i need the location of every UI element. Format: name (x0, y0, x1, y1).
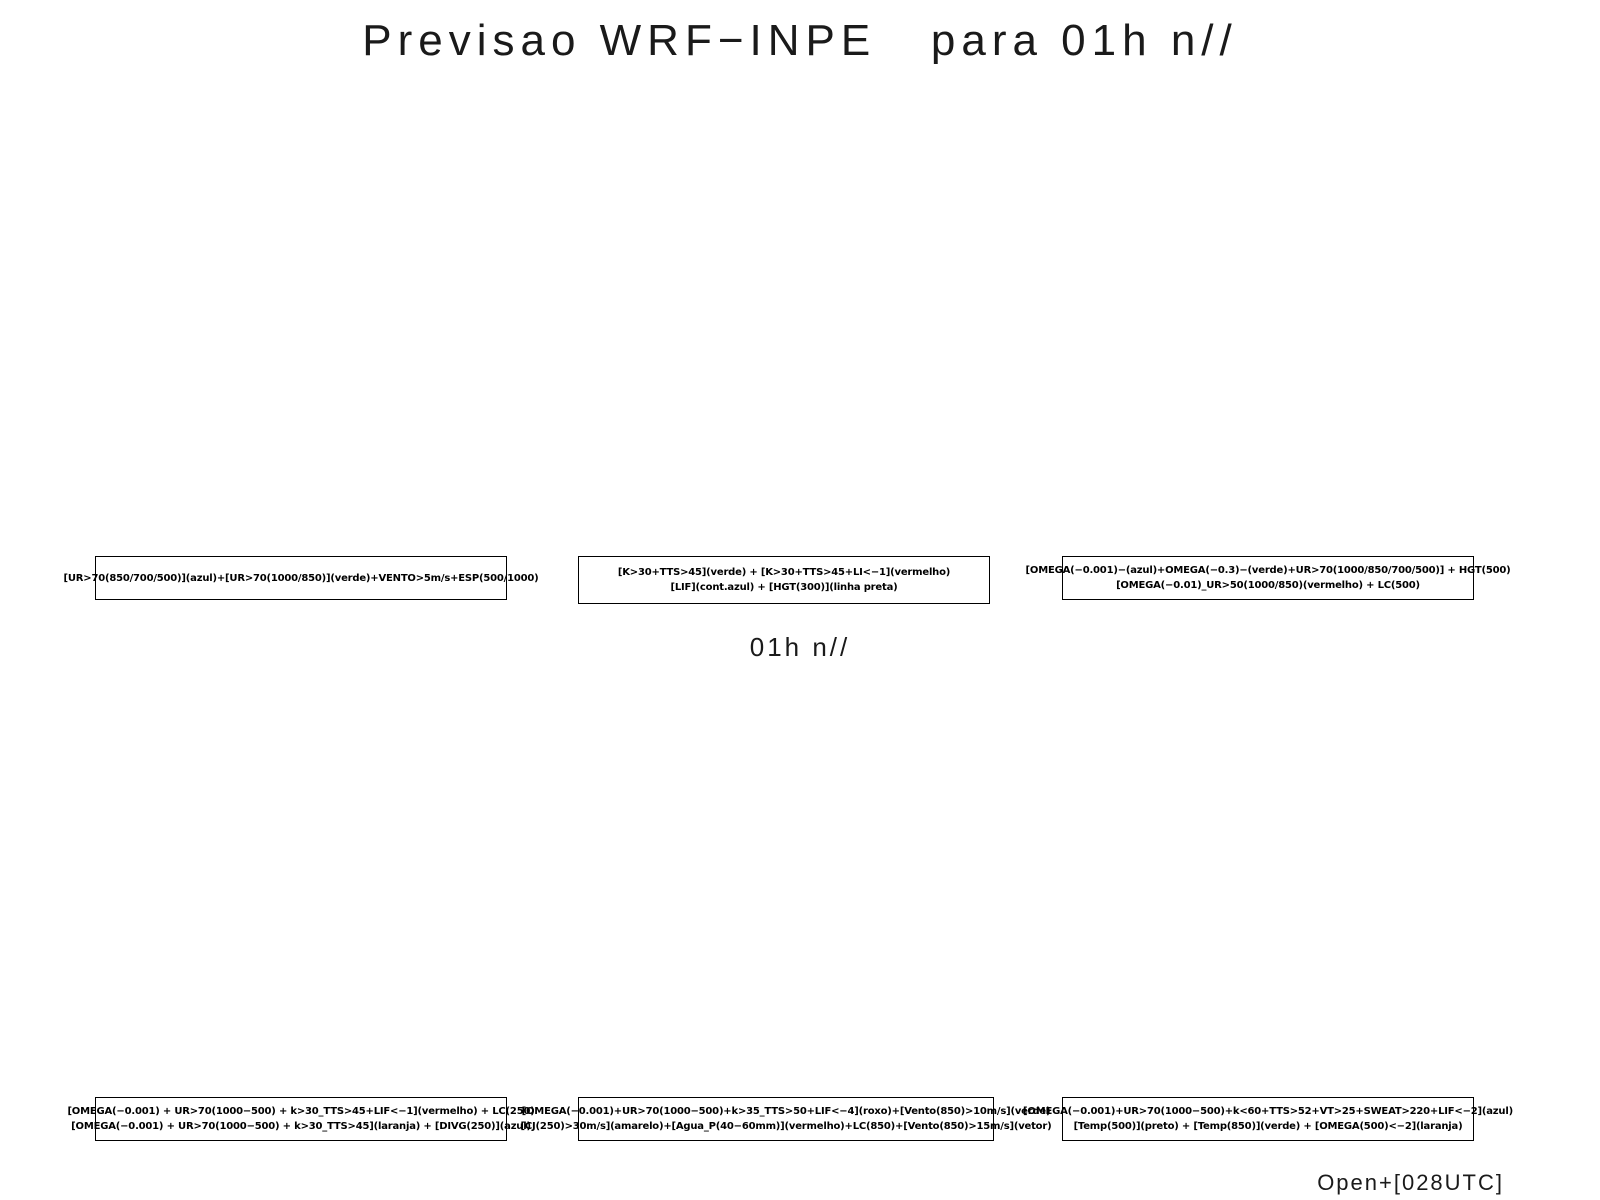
legend-line: [OMEGA(−0.001)+UR>70(1000−500)+k>35_TTS>50+LIF<−4](roxo)+[Vento(850)>10m/s](verde) (521, 1106, 1051, 1117)
legend-omega-divergencia (67, 1097, 535, 1141)
legend-indice-k (578, 556, 990, 604)
legend-omega-hgt (1025, 556, 1511, 600)
map-panel-bottom-left (95, 670, 507, 1090)
legend-line: [OMEGA(−0.01)_UR>50(1000/850)(vermelho) + LC(500) (1116, 580, 1420, 591)
legend-umidade-relativa (63, 556, 539, 600)
legend-line: [OMEGA(−0.001)+UR>70(1000−500)+k<60+TTS>52+VT>25+SWEAT>220+LIF<−2](azul) (1023, 1106, 1513, 1117)
legend-line: [OMEGA(−0.001) + UR>70(1000−500) + k>30_TTS>45](laranja) + [DIVG(250)](azul) (71, 1121, 531, 1132)
legend-line: [OMEGA(−0.001)−(azul)+OMEGA(−0.3)−(verde)+UR>70(1000/850/700/500)] + HGT(500) (1025, 565, 1511, 576)
footer-open-label: Open+[028UTC] (1317, 1170, 1504, 1195)
legend-line: [CJ(250)>30m/s](amarelo)+[Agua_P(40−60mm)](vermelho)+LC(850)+[Vento(850)>15m/s](vetor) (520, 1121, 1052, 1132)
legend-line: [Temp(500)](preto) + [Temp(850)](verde) + [OMEGA(500)<−2](laranja) (1073, 1121, 1463, 1132)
legend-line: [K>30+TTS>45](verde) + [K>30+TTS>45+LI<−1](vermelho) (617, 567, 951, 578)
legend-line: [OMEGA(−0.001) + UR>70(1000−500) + k>30_TTS>45+LIF<−1](vermelho) + LC(250) (67, 1106, 535, 1117)
center-time-label: 01h n// (749, 632, 851, 662)
map-panel-top-right (1062, 100, 1474, 550)
legend-line: [UR>70(850/700/500)](azul)+[UR>70(1000/850)](verde)+VENTO>5m/s+ESP(500/1000) (63, 572, 539, 584)
legend-corrente-de-jato (520, 1097, 1052, 1141)
map-panel-top-center (578, 100, 990, 550)
legend-sweat-temp (1023, 1097, 1513, 1141)
page-title: Previsao WRF−INPE para 01h n// (362, 16, 1238, 65)
map-panel-bottom-center (578, 670, 994, 1090)
map-panel-bottom-right (1062, 670, 1474, 1090)
legend-line: [LIF](cont.azul) + [HGT(300)](linha preta) (670, 582, 898, 593)
map-panel-top-left (95, 100, 507, 550)
